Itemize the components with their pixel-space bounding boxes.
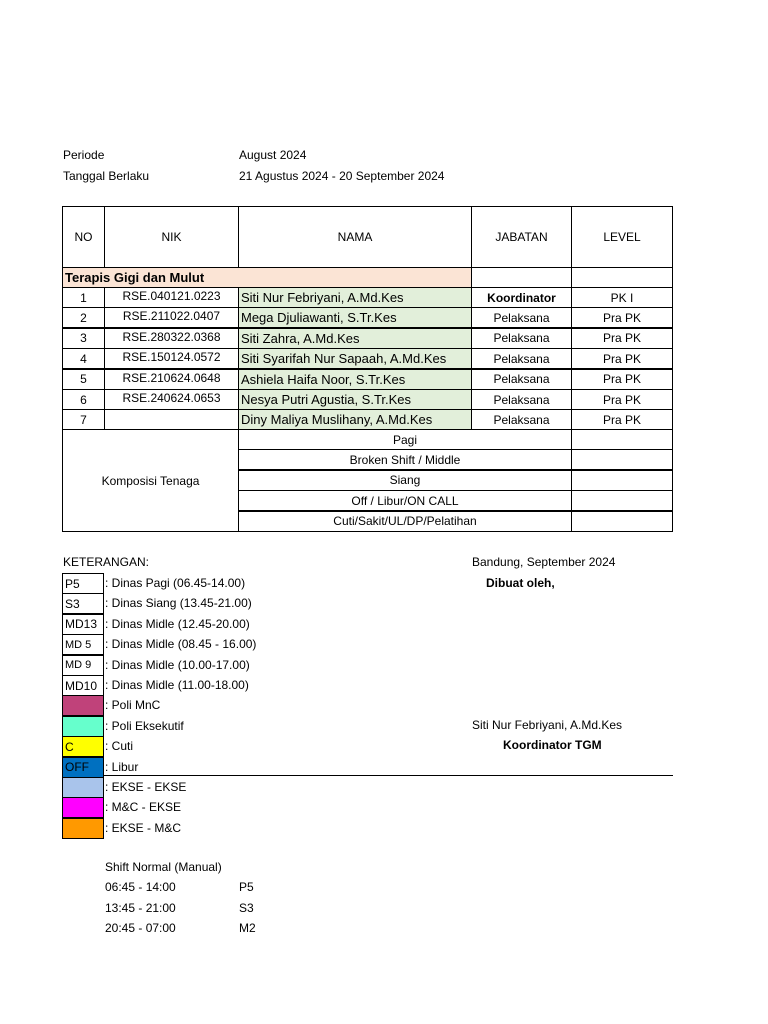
row-nama: Siti Nur Febriyani, A.Md.Kes — [238, 287, 472, 308]
row-nik: RSE.040121.0223 — [104, 287, 239, 308]
komposisi-value — [571, 429, 673, 450]
legend-desc: : Dinas Siang (13.45-21.00) — [105, 596, 252, 611]
legend-desc: : Poli Eksekutif — [105, 718, 184, 733]
legend-desc: : M&C - EKSE — [105, 800, 182, 815]
legend-color-swatch — [62, 797, 104, 818]
keterangan-title: KETERANGAN: — [63, 555, 150, 569]
legend-color-swatch — [62, 818, 104, 839]
row-jabatan: Pelaksana — [471, 369, 572, 390]
shift-code: P5 — [239, 880, 254, 894]
legend-color-swatch: C — [62, 736, 104, 757]
row-no: 1 — [62, 287, 105, 308]
row-no: 3 — [62, 328, 105, 349]
periode-label: Periode — [63, 148, 105, 162]
legend-color-swatch — [62, 716, 104, 737]
legend-code: MD10 — [62, 675, 104, 696]
col-header-nik: NIK — [104, 206, 239, 268]
row-nik — [104, 409, 239, 430]
legend-desc: : Dinas Midle (08.45 - 16.00) — [105, 637, 257, 652]
komposisi-item: Siang — [238, 470, 572, 491]
col-header-no: NO — [62, 206, 105, 268]
row-no: 5 — [62, 369, 105, 390]
row-level: Pra PK — [571, 369, 673, 390]
legend-color-swatch — [62, 777, 104, 798]
row-jabatan: Pelaksana — [471, 307, 572, 328]
legend-desc: : Dinas Midle (10.00-17.00) — [105, 657, 250, 672]
shift-time: 20:45 - 07:00 — [105, 921, 176, 935]
legend-code: P5 — [62, 573, 104, 594]
row-jabatan: Pelaksana — [471, 328, 572, 349]
shift-time: 13:45 - 21:00 — [105, 900, 176, 915]
row-nama: Siti Zahra, A.Md.Kes — [238, 328, 472, 349]
row-nama: Ashiela Haifa Noor, S.Tr.Kes — [238, 369, 472, 390]
legend-color-swatch — [62, 695, 104, 716]
row-level: PK I — [571, 287, 673, 308]
col-header-nama: NAMA — [238, 206, 472, 268]
row-level: Pra PK — [571, 348, 673, 369]
section-title: Terapis Gigi dan Mulut — [62, 267, 472, 288]
row-nama: Diny Maliya Muslihany, A.Md.Kes — [238, 409, 472, 430]
row-nama: Nesya Putri Agustia, S.Tr.Kes — [238, 389, 472, 410]
row-no: 2 — [62, 307, 105, 328]
row-level: Pra PK — [571, 409, 673, 430]
komposisi-value — [571, 470, 673, 491]
komposisi-item: Off / Libur/ON CALL — [238, 490, 572, 511]
legend-desc: : Dinas Midle (11.00-18.00) — [105, 678, 249, 692]
legend-code: S3 — [62, 593, 104, 614]
row-no: 4 — [62, 348, 105, 369]
legend-color-swatch: OFF — [62, 757, 104, 778]
shift-normal-title: Shift Normal (Manual) — [105, 860, 222, 874]
row-level: Pra PK — [571, 389, 673, 410]
row-level: Pra PK — [571, 328, 673, 349]
legend-desc: : Cuti — [105, 739, 134, 754]
legend-desc: : EKSE - EKSE — [105, 780, 187, 794]
row-nik: RSE.240624.0653 — [104, 389, 239, 410]
row-nik: RSE.211022.0407 — [104, 307, 239, 328]
row-jabatan: Pelaksana — [471, 389, 572, 410]
row-no: 7 — [62, 409, 105, 430]
signature-name: Siti Nur Febriyani, A.Md.Kes — [472, 718, 623, 732]
row-jabatan: Koordinator — [471, 287, 572, 308]
legend-code: MD13 — [62, 614, 104, 635]
shift-code: M2 — [239, 921, 256, 935]
shift-time: 06:45 - 14:00 — [105, 880, 176, 894]
row-nik: RSE.280322.0368 — [104, 328, 239, 349]
col-header-jabatan: JABATAN — [471, 206, 572, 268]
legend-desc: : Poli MnC — [105, 698, 161, 713]
legend-desc: : Dinas Pagi (06.45-14.00) — [105, 576, 246, 590]
tanggal-berlaku-value: 21 Agustus 2024 - 20 September 2024 — [239, 169, 445, 183]
legend-code: MD 5 — [62, 634, 104, 655]
komposisi-value — [571, 449, 673, 470]
row-nama: Mega Djuliawanti, S.Tr.Kes — [238, 307, 472, 328]
signature-title: Koordinator TGM — [503, 738, 602, 752]
tanggal-berlaku-label: Tanggal Berlaku — [63, 169, 150, 183]
komposisi-item: Pagi — [238, 429, 572, 450]
komposisi-value — [571, 511, 673, 532]
row-level: Pra PK — [571, 307, 673, 328]
periode-value: August 2024 — [239, 148, 307, 162]
section-empty-cell — [471, 267, 572, 288]
row-nik: RSE.210624.0648 — [104, 369, 239, 390]
signature-made-by: Dibuat oleh, — [486, 576, 555, 590]
section-empty-cell — [571, 267, 673, 288]
legend-desc: : EKSE - M&C — [105, 820, 182, 835]
row-jabatan: Pelaksana — [471, 348, 572, 369]
signature-place-date: Bandung, September 2024 — [472, 555, 616, 569]
divider-line — [104, 775, 673, 776]
legend-code: MD 9 — [62, 655, 104, 676]
col-header-level: LEVEL — [571, 206, 673, 268]
komposisi-item: Broken Shift / Middle — [238, 449, 572, 470]
shift-code: S3 — [239, 900, 254, 915]
row-no: 6 — [62, 389, 105, 410]
komposisi-item: Cuti/Sakit/UL/DP/Pelatihan — [238, 511, 572, 532]
row-nik: RSE.150124.0572 — [104, 348, 239, 369]
legend-desc: : Dinas Midle (12.45-20.00) — [105, 616, 250, 631]
komposisi-value — [571, 490, 673, 511]
row-nama: Siti Syarifah Nur Sapaah, A.Md.Kes — [238, 348, 472, 369]
row-jabatan: Pelaksana — [471, 409, 572, 430]
komposisi-tenaga-label: Komposisi Tenaga — [62, 429, 239, 532]
legend-desc: : Libur — [105, 759, 139, 774]
